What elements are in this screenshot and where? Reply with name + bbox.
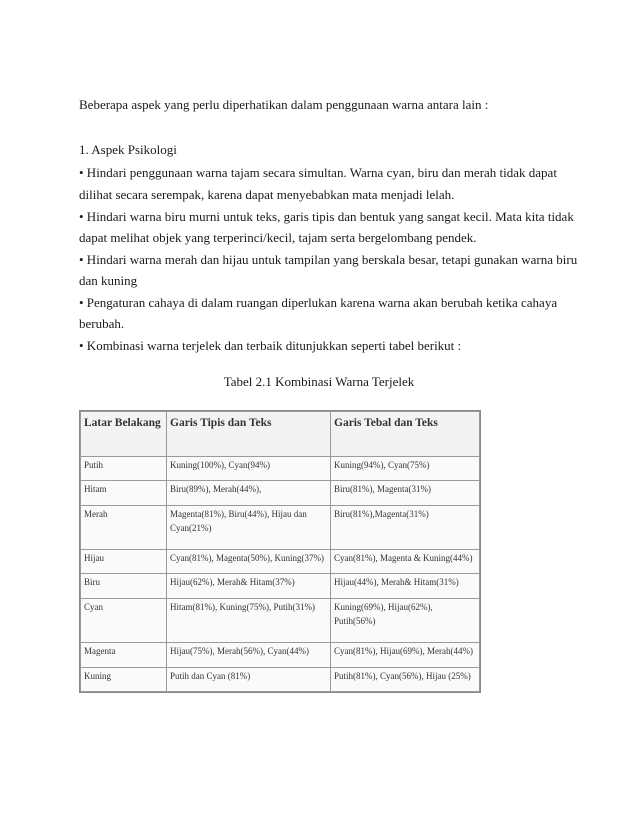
table-cell: Biru(89%), Merah(44%),	[167, 481, 331, 505]
table-cell: Kuning(69%), Hijau(62%), Putih(56%)	[331, 598, 480, 642]
body-line: • Kombinasi warna terjelek dan terbaik ditunjukkan seperti tabel berikut :	[79, 338, 462, 353]
table-cell: Cyan	[81, 598, 167, 642]
table-caption: Tabel 2.1 Kombinasi Warna Terjelek	[223, 374, 415, 389]
table-cell: Hijau(44%), Merah& Hitam(31%)	[331, 574, 480, 598]
table-cell: Biru	[81, 574, 167, 598]
section-title: 1. Aspek Psikologi	[79, 142, 177, 157]
table-cell: Magenta	[81, 643, 167, 667]
table-row	[81, 643, 480, 667]
table-cell: Kuning	[81, 667, 167, 691]
header-latar-belakang: Latar Belakang	[81, 412, 167, 457]
body-line: • Pengaturan cahaya di dalam ruangan diperlukan karena warna akan berubah ketika cahaya	[79, 295, 558, 310]
body-line: dan kuning	[79, 273, 138, 288]
table-cell: Cyan(81%), Magenta & Kuning(44%)	[331, 550, 480, 574]
table-cell: Hijau(62%), Merah& Hitam(37%)	[167, 574, 331, 598]
header-garis-tebal: Garis Tebal dan Teks	[331, 412, 480, 457]
color-combination-table	[80, 411, 480, 692]
table-cell: Hijau	[81, 550, 167, 574]
table-row	[81, 667, 480, 691]
table-row	[81, 550, 480, 574]
body-line: dapat melihat objek yang terperinci/kecil, tajam serta bergelombang pendek.	[79, 230, 477, 245]
intro-paragraph: Beberapa aspek yang perlu diperhatikan dalam penggunaan warna antara lain :	[79, 97, 489, 112]
table-cell: Putih	[81, 457, 167, 481]
table-cell: Biru(81%), Magenta(31%)	[331, 481, 480, 505]
table-cell: Kuning(100%), Cyan(94%)	[167, 457, 331, 481]
table-row	[81, 457, 480, 481]
body-line: • Hindari warna merah dan hijau untuk tampilan yang berskala besar, tetapi gunakan warna biru	[79, 252, 578, 267]
table-cell: Cyan(81%), Hijau(69%), Merah(44%)	[331, 643, 480, 667]
body-line: • Hindari penggunaan warna tajam secara simultan. Warna cyan, biru dan merah tidak dapat	[79, 165, 557, 180]
header-garis-tipis: Garis Tipis dan Teks	[167, 412, 331, 457]
body-line: • Hindari warna biru murni untuk teks, garis tipis dan bentuk yang sangat kecil. Mata kita tidak	[79, 209, 574, 224]
table-row	[81, 574, 480, 598]
table-row	[81, 505, 480, 549]
body-line: berubah.	[79, 316, 125, 331]
table-row	[81, 598, 480, 642]
table-cell: Biru(81%),Magenta(31%)	[331, 505, 480, 549]
table-cell: Hijau(75%), Merah(56%), Cyan(44%)	[167, 643, 331, 667]
color-combination-table-image	[79, 410, 481, 693]
table-row	[81, 481, 480, 505]
table-header-row	[81, 412, 480, 457]
table-cell: Putih(81%), Cyan(56%), Hijau (25%)	[331, 667, 480, 691]
table-cell: Hitam(81%), Kuning(75%), Putih(31%)	[167, 598, 331, 642]
table-cell: Kuning(94%), Cyan(75%)	[331, 457, 480, 481]
table-cell: Putih dan Cyan (81%)	[167, 667, 331, 691]
body-line: dilihat secara serempak, karena dapat menyebabkan mata menjadi lelah.	[79, 187, 455, 202]
table-cell: Merah	[81, 505, 167, 549]
table-cell: Hitam	[81, 481, 167, 505]
table-cell: Cyan(81%), Magenta(50%), Kuning(37%)	[167, 550, 331, 574]
table-cell: Magenta(81%), Biru(44%), Hijau dan Cyan(21%)	[167, 505, 331, 549]
